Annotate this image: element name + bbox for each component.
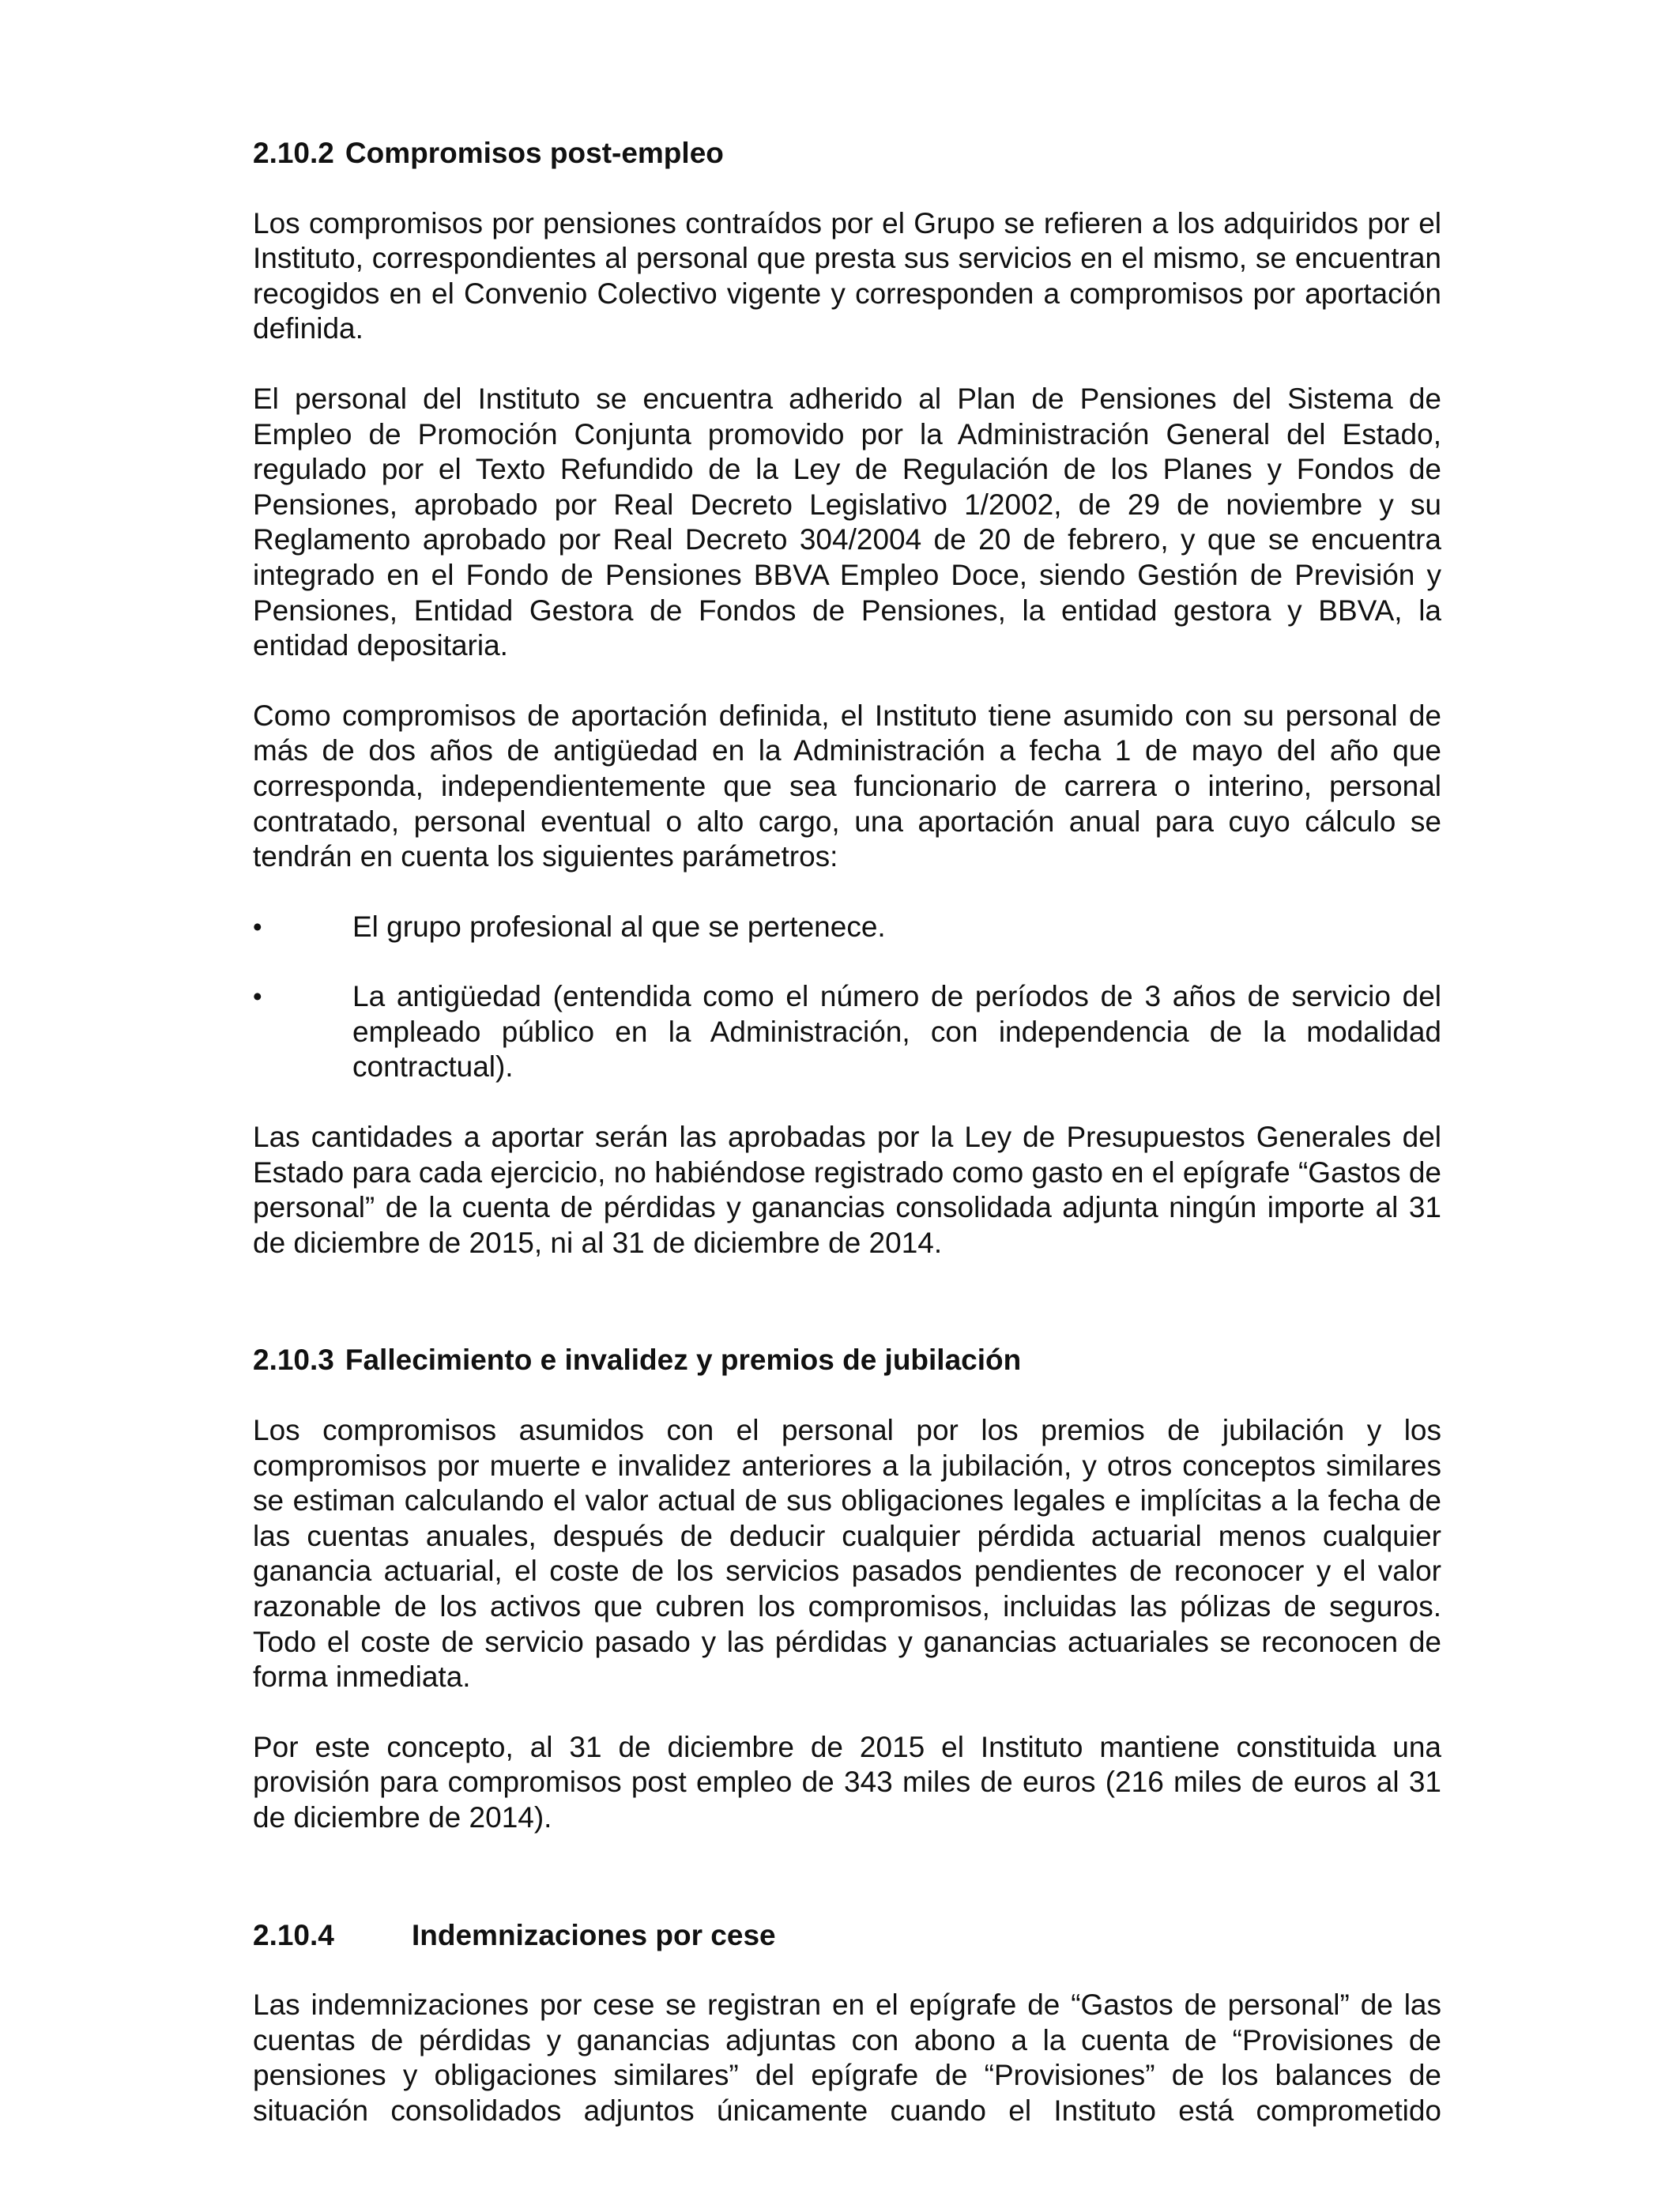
section-heading-indemnizaciones (253, 1918, 1441, 1954)
paragraph: Las cantidades a aportar serán las aprobadas por la Ley de Presupuestos Generales del Estado para cada ejercicio, no habiéndose registrado como gasto en el epígrafe “Gastos de personal” de la cuenta de pérdidas y ganancias consolidada adjunta ningún importe al 31 de diciembre de 2015, ni al 31 de diciembre de 2014. (253, 1121, 1441, 1259)
paragraph: Los compromisos por pensiones contraídos por el Grupo se refieren a los adquiridos por el Instituto, correspondientes al personal que presta sus servicios en el mismo, se encuentran recogidos en el Convenio Colectivo vigente y corresponden a compromisos por aportación definida. (253, 206, 1441, 345)
bullet-text: La antigüedad (entendida como el número de períodos de 3 años de servicio del empleado público en la Administración, con independencia de la modalidad contractual). (352, 980, 1441, 1084)
section-number: 2.10.2 (253, 137, 334, 169)
paragraph: Por este concepto, al 31 de diciembre de 2015 el Instituto mantiene constituida una provisión para compromisos post empleo de 343 miles de euros (216 miles de euros al 31 de diciembre de 2014). (253, 1730, 1441, 1834)
bullet-icon: • (253, 982, 262, 1012)
section-heading-fallecimiento (253, 1343, 1441, 1378)
section-title: Compromisos post-empleo (345, 137, 724, 169)
bullet-item (253, 910, 1441, 945)
bullet-list (253, 910, 1441, 1085)
paragraph: El personal del Instituto se encuentra adherido al Plan de Pensiones del Sistema de Empleo de Promoción Conjunta promovido por la Administración General del Estado, regulado por el Texto Refundido de la Ley de Regulación de los Planes y Fondos de Pensiones, aprobado por Real Decreto Legislativo 1/2002, de 29 de noviembre y su Reglamento aprobado por Real Decreto 304/2004 de 20 de febrero, y que se encuentra integrado en el Fondo de Pensiones BBVA Empleo Doce, siendo Gestión de Previsión y Pensiones, Entidad Gestora de Fondos de Pensiones, la entidad gestora y BBVA, la entidad depositaria. (253, 382, 1441, 662)
bullet-text: El grupo profesional al que se pertenece. (352, 910, 886, 943)
section-title: Indemnizaciones por cese (412, 1918, 776, 1951)
section-title: Fallecimiento e invalidez y premios de jubilación (345, 1344, 1022, 1377)
document-body (253, 136, 1441, 2164)
section-number: 2.10.4 (253, 1918, 334, 1951)
section-heading-post-empleo (253, 136, 1441, 172)
paragraph: Las indemnizaciones por cese se registran en el epígrafe de “Gastos de personal” de las cuentas de pérdidas y ganancias adjuntas con abono a la cuenta de “Provisiones de pensiones y obligaciones similares” del epígrafe de “Provisiones” de los balances de situación consolidados adjuntos únicamente cuando el Instituto está comprometido (253, 1989, 1441, 2127)
section-number: 2.10.3 (253, 1344, 334, 1377)
paragraph: Como compromisos de aportación definida, el Instituto tiene asumido con su personal de más de dos años de antigüedad en la Administración a fecha 1 de mayo del año que corresponda, independientemente que sea funcionario de carrera o interino, personal contratado, personal eventual o alto cargo, una aportación anual para cuyo cálculo se tendrán en cuenta los siguientes parámetros: (253, 699, 1441, 873)
paragraph: Los compromisos asumidos con el personal por los premios de jubilación y los compromisos por muerte e invalidez anteriores a la jubilación, y otros conceptos similares se estiman calculando el valor actual de sus obligaciones legales e implícitas a la fecha de las cuentas anuales, después de deducir cualquier pérdida actuarial menos cualquier ganancia actuarial, el coste de los servicios pasados pendientes de reconocer y el valor razonable de los activos que cubren los compromisos, incluidas las pólizas de seguros. Todo el coste de servicio pasado y las pérdidas y ganancias actuariales se reconocen de forma inmediata. (253, 1414, 1441, 1694)
bullet-item (253, 979, 1441, 1085)
bullet-icon: • (253, 911, 262, 941)
